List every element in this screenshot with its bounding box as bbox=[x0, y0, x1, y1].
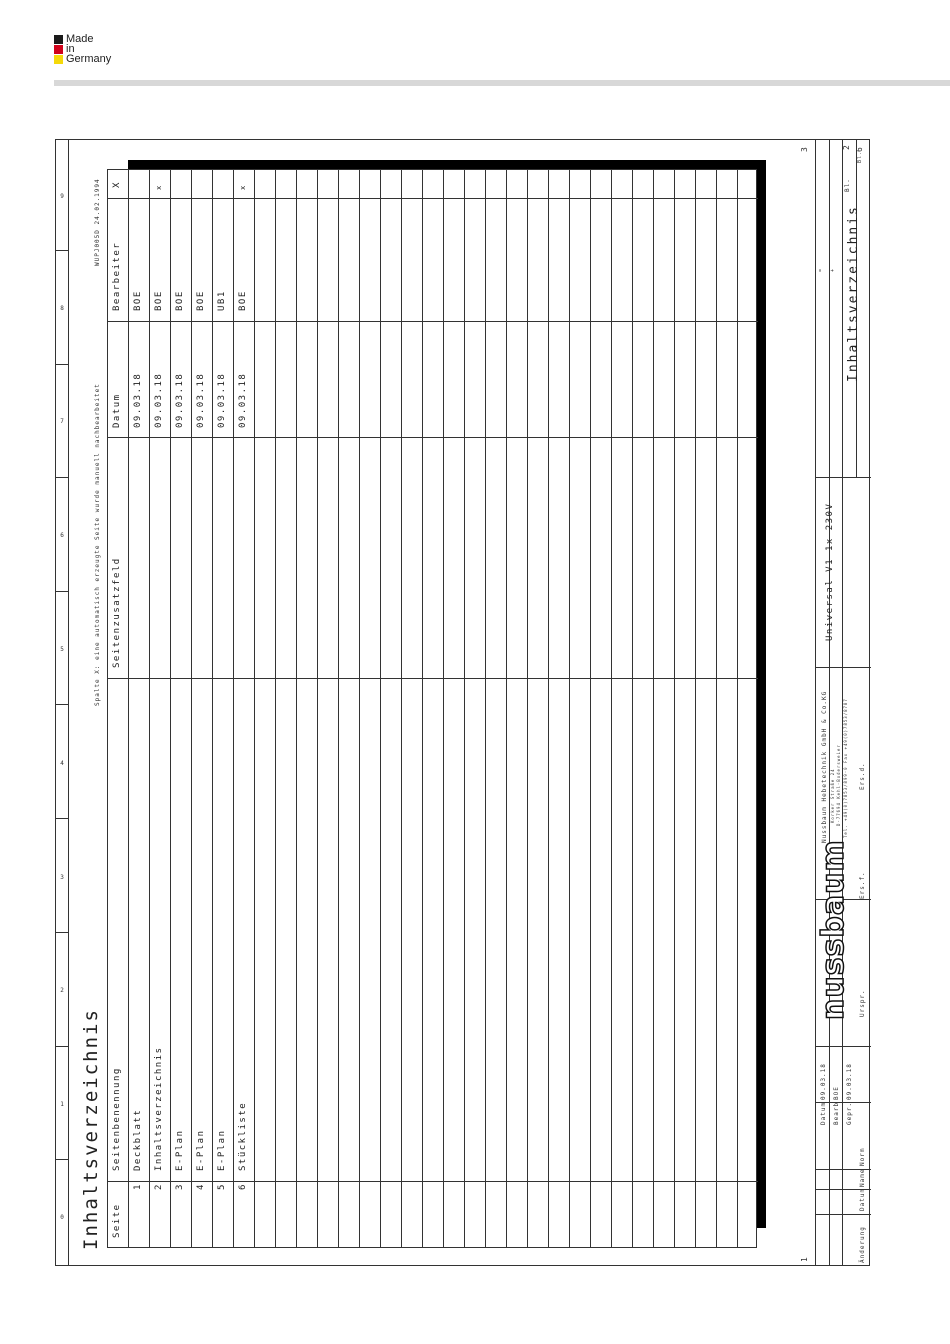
row-3-seite: 3 bbox=[175, 1183, 185, 1190]
manual-edit-note: Spalte X: eine automatisch erzeugte Seite wurde manuell nachbearbeitet bbox=[94, 383, 101, 706]
row-5-benennung: E-Plan bbox=[217, 1129, 227, 1171]
zone-6: 6 bbox=[60, 532, 64, 539]
row-divider bbox=[338, 170, 339, 1247]
row-divider bbox=[401, 170, 402, 1247]
flag-gold-square bbox=[54, 55, 63, 64]
row-divider bbox=[569, 170, 570, 1247]
row-divider bbox=[611, 170, 612, 1247]
tb-drawing-title: Inhaltsverzeichnis bbox=[846, 205, 861, 382]
row-6-seite: 6 bbox=[238, 1183, 248, 1190]
zone-0: 0 bbox=[60, 1214, 64, 1221]
row-6-datum: 09.03.18 bbox=[238, 372, 248, 428]
made-in-germany-badge bbox=[54, 33, 134, 67]
tb-datum-label: Datum bbox=[820, 1101, 827, 1125]
badge-line-3: Germany bbox=[66, 53, 112, 65]
row-2-x: x bbox=[155, 184, 163, 190]
tb-col-line bbox=[829, 139, 830, 1266]
row-divider bbox=[212, 170, 213, 1247]
row-4-datum: 09.03.18 bbox=[196, 372, 206, 428]
row-1-bearbeiter: BOE bbox=[133, 290, 143, 311]
zone-divider bbox=[55, 818, 69, 819]
zone-1: 1 bbox=[60, 1101, 64, 1108]
tb-row-line bbox=[816, 1214, 871, 1215]
header-datum: Datum bbox=[112, 393, 122, 428]
tb-project: Universal V1 1x 230V bbox=[825, 502, 835, 641]
row-divider bbox=[149, 170, 150, 1247]
row-2-seite: 2 bbox=[154, 1183, 164, 1190]
field-divider bbox=[108, 321, 758, 322]
zone-divider bbox=[55, 591, 69, 592]
row-2-datum: 09.03.18 bbox=[154, 372, 164, 428]
table-shadow-top bbox=[128, 160, 766, 169]
tb-eq-mark: = bbox=[818, 267, 824, 272]
form-code: WUPJ005D 24.02.1994 bbox=[94, 178, 101, 266]
tb-address-1: Korker Straße 24 bbox=[830, 768, 835, 823]
row-divider bbox=[443, 170, 444, 1247]
row-divider bbox=[674, 170, 675, 1247]
zone-9: 9 bbox=[60, 193, 64, 200]
row-divider bbox=[527, 170, 528, 1247]
zone-divider bbox=[55, 364, 69, 365]
tb-bearb-value: BOE bbox=[833, 1086, 840, 1100]
row-5-seite: 5 bbox=[217, 1183, 227, 1190]
tb-row-line bbox=[816, 667, 871, 668]
tb-name-label: Name bbox=[859, 1168, 866, 1187]
row-divider bbox=[170, 170, 171, 1247]
tb-datum-col-label: Datum bbox=[859, 1187, 866, 1211]
row-divider bbox=[590, 170, 591, 1247]
tb-gepr-label: Gepr. bbox=[846, 1101, 853, 1125]
row-4-benennung: E-Plan bbox=[196, 1129, 206, 1171]
tb-ers-f-label: Ers.f. bbox=[859, 871, 866, 899]
header-rule bbox=[54, 80, 950, 86]
tb-urspr-label: Urspr. bbox=[859, 989, 866, 1017]
zone-7: 7 bbox=[60, 418, 64, 425]
row-divider bbox=[233, 170, 234, 1247]
tb-gepr-value: 09.03.18 bbox=[846, 1063, 853, 1100]
row-divider bbox=[296, 170, 297, 1247]
tb-norm-label: Norm bbox=[859, 1147, 866, 1166]
row-divider bbox=[359, 170, 360, 1247]
row-divider bbox=[422, 170, 423, 1247]
zone-3: 3 bbox=[60, 874, 64, 881]
tb-phone: Tel. +49(0)7853/899-0 Fax +49(0)7853/8787 bbox=[843, 698, 848, 838]
zone-divider bbox=[55, 1046, 69, 1047]
zone-divider bbox=[55, 1159, 69, 1160]
field-divider bbox=[108, 678, 758, 679]
tb-row-line bbox=[816, 1046, 871, 1047]
tb-total-sheets: 6 bbox=[855, 146, 864, 152]
row-divider bbox=[737, 170, 738, 1247]
row-1-benennung: Deckblatt bbox=[133, 1108, 143, 1171]
tb-sheet-number: 2 bbox=[842, 144, 851, 150]
zone-strip bbox=[55, 139, 69, 1266]
row-divider bbox=[653, 170, 654, 1247]
row-divider bbox=[464, 170, 465, 1247]
tb-company: Nussbaum Hebetechnik GmbH & Co.KG bbox=[821, 690, 828, 843]
row-divider bbox=[254, 170, 255, 1247]
row-2-benennung: Inhaltsverzeichnis bbox=[154, 1046, 164, 1171]
row-5-bearbeiter: UB1 bbox=[217, 290, 227, 311]
row-divider bbox=[317, 170, 318, 1247]
row-3-benennung: E-Plan bbox=[175, 1129, 185, 1171]
nussbaum-logo: nussbaum bbox=[816, 839, 851, 1020]
row-divider bbox=[275, 170, 276, 1247]
tb-ers-d-label: Ers.d. bbox=[859, 762, 866, 790]
next-page-mark: 3 bbox=[800, 146, 809, 152]
flag-black-square bbox=[54, 35, 63, 44]
tb-bl-label: Bl. bbox=[844, 178, 851, 192]
row-6-benennung: Stückliste bbox=[238, 1101, 248, 1171]
tb-address-2: D-77694 Kehl-Bodersweier bbox=[836, 744, 841, 826]
index-table bbox=[107, 169, 757, 1248]
row-1-datum: 09.03.18 bbox=[133, 372, 143, 428]
row-divider bbox=[128, 170, 129, 1247]
row-divider bbox=[191, 170, 192, 1247]
header-x: X bbox=[112, 181, 122, 188]
row-4-bearbeiter: BOE bbox=[196, 290, 206, 311]
row-divider bbox=[548, 170, 549, 1247]
table-shadow-right bbox=[757, 160, 766, 1228]
tb-plus-mark: + bbox=[830, 267, 836, 272]
tb-bearb-label: Bearb bbox=[833, 1101, 840, 1125]
row-4-seite: 4 bbox=[196, 1183, 206, 1190]
flag-red-square bbox=[54, 45, 63, 54]
badge-line-1: Made bbox=[66, 33, 94, 45]
row-6-x: x bbox=[239, 184, 247, 190]
row-divider bbox=[632, 170, 633, 1247]
header-seitenbenennung: Seitenbenennung bbox=[112, 1067, 122, 1171]
header-bearbeiter: Bearbeiter bbox=[112, 241, 122, 311]
row-5-datum: 09.03.18 bbox=[217, 372, 227, 428]
field-divider bbox=[108, 1181, 758, 1182]
field-divider bbox=[108, 437, 758, 438]
field-divider bbox=[108, 198, 758, 199]
row-2-bearbeiter: BOE bbox=[154, 290, 164, 311]
tb-row-line bbox=[816, 477, 871, 478]
row-divider bbox=[506, 170, 507, 1247]
row-divider bbox=[485, 170, 486, 1247]
zone-divider bbox=[55, 250, 69, 251]
row-divider bbox=[716, 170, 717, 1247]
tb-total-label: Bl. bbox=[857, 150, 863, 163]
sheet-title: Inhaltsverzeichnis bbox=[80, 1008, 102, 1250]
row-3-bearbeiter: BOE bbox=[175, 290, 185, 311]
row-divider bbox=[380, 170, 381, 1247]
tb-datum-value: 09.03.18 bbox=[820, 1063, 827, 1100]
row-1-seite: 1 bbox=[133, 1183, 143, 1190]
zone-divider bbox=[55, 704, 69, 705]
zone-2: 2 bbox=[60, 987, 64, 994]
row-divider bbox=[695, 170, 696, 1247]
zone-4: 4 bbox=[60, 760, 64, 767]
header-seitenzusatzfeld: Seitenzusatzfeld bbox=[112, 557, 122, 668]
row-6-bearbeiter: BOE bbox=[238, 290, 248, 311]
badge-line-2: in bbox=[66, 43, 75, 55]
header-seite: Seite bbox=[112, 1203, 122, 1238]
zone-divider bbox=[55, 477, 69, 478]
prev-page-mark: 1 bbox=[800, 1256, 809, 1262]
zone-5: 5 bbox=[60, 646, 64, 653]
tb-aenderung-label: Änderung bbox=[859, 1226, 866, 1263]
row-3-datum: 09.03.18 bbox=[175, 372, 185, 428]
zone-divider bbox=[55, 932, 69, 933]
zone-8: 8 bbox=[60, 305, 64, 312]
